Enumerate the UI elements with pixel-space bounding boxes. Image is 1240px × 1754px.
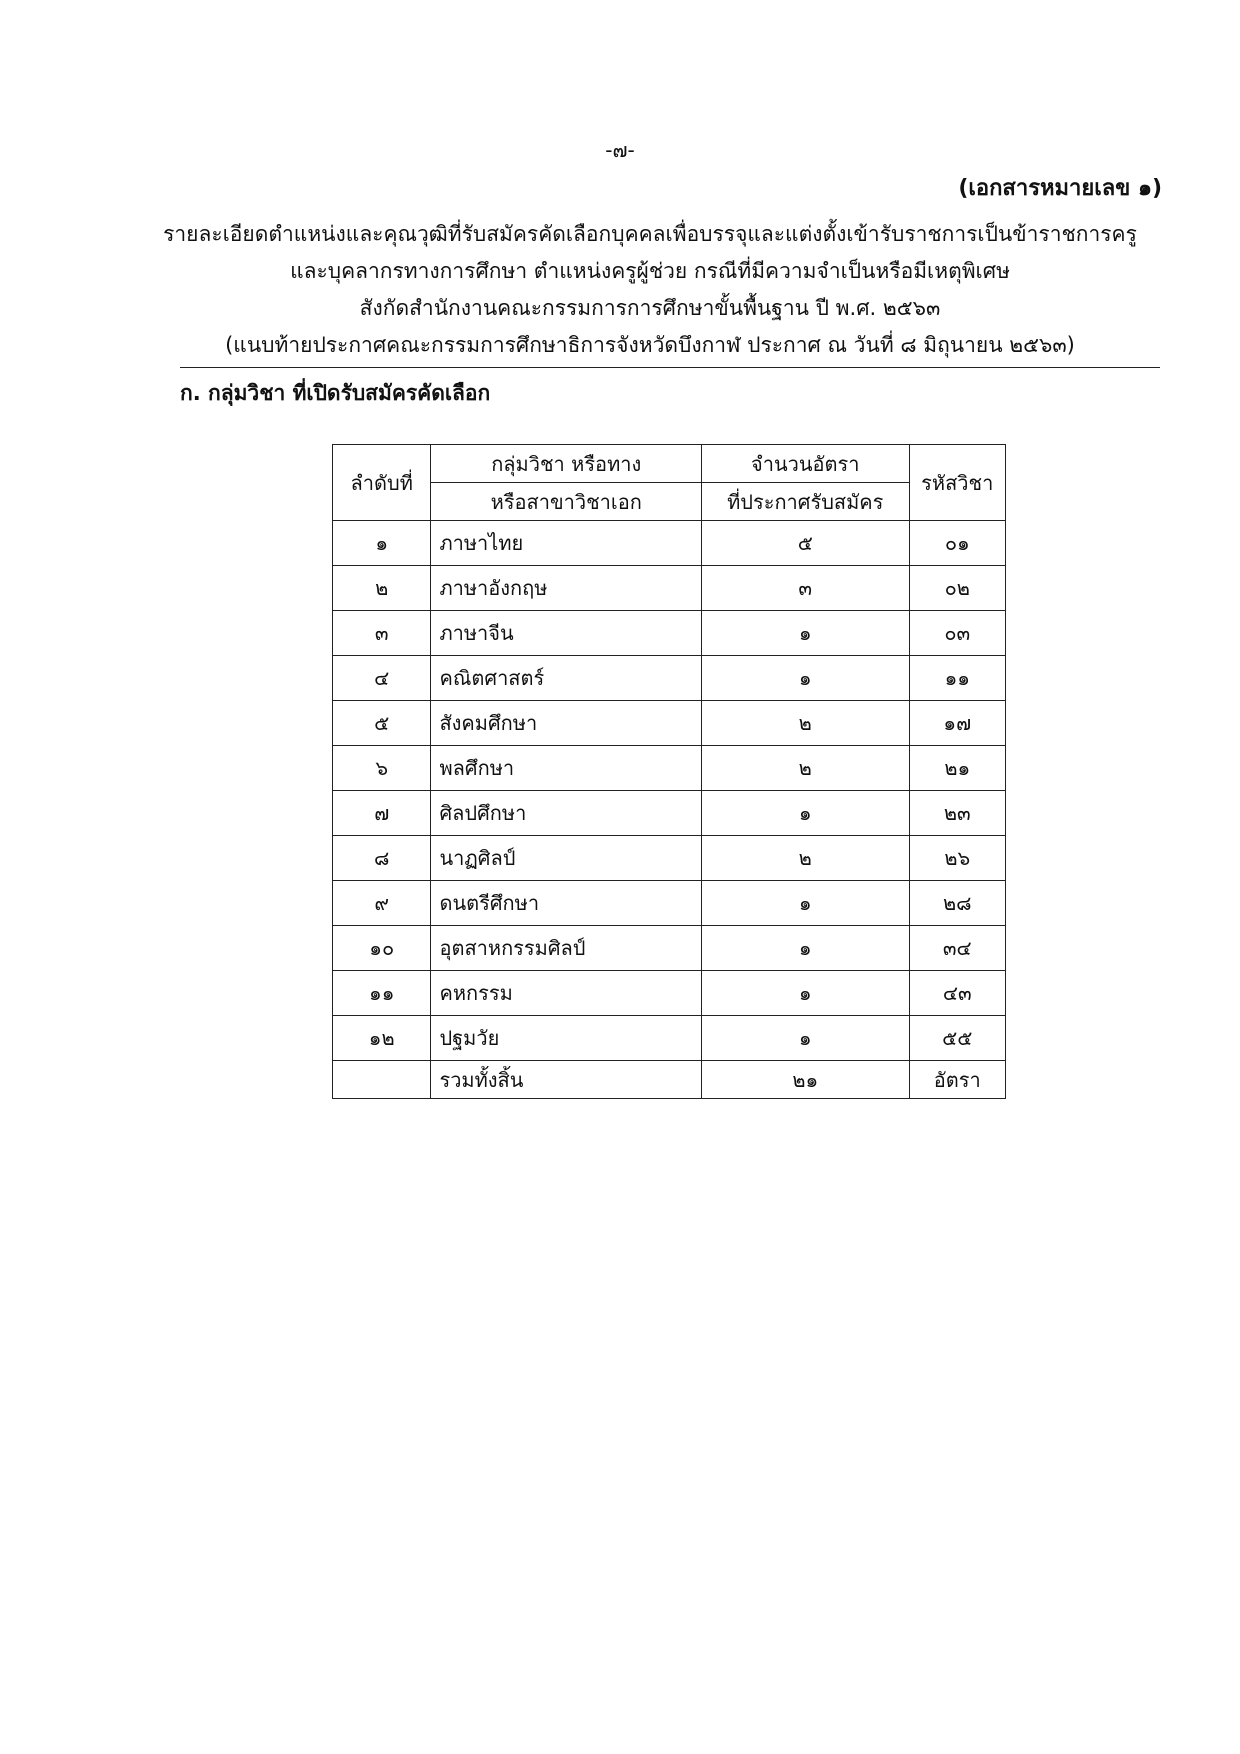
total-label: รวมทั้งสิ้น [431,1061,702,1099]
row-code: ๔๓ [909,971,1005,1016]
table-row [333,971,1006,1016]
title-divider [180,367,1160,368]
header-no: ลำดับที่ [333,445,431,521]
row-no: ๙ [333,881,431,926]
header-subject-top: กลุ่มวิชา หรือทาง [431,445,702,483]
title-line-1: รายละเอียดตำแหน่งและคุณวุฒิที่รับสมัครคัดเลือกบุคคลเพื่อบรรจุและแต่งตั้งเข้ารับราชการเป็นข้าราชการครู [163,222,1137,246]
row-subject: พลศึกษา [431,746,702,791]
header-count-bottom: ที่ประกาศรับสมัคร [702,483,910,521]
row-code: ๒๘ [909,881,1005,926]
row-count: ๑ [702,791,910,836]
row-count: ๑ [702,881,910,926]
row-code: ๐๑ [909,521,1005,566]
positions-table [332,444,1006,1099]
table-header-row [333,445,1006,483]
table-row [333,566,1006,611]
row-code: ๒๓ [909,791,1005,836]
row-count: ๒ [702,836,910,881]
row-count: ๑ [702,1016,910,1061]
total-unit: อัตรา [909,1061,1005,1099]
header-code: รหัสวิชา [909,445,1005,521]
row-code: ๐๒ [909,566,1005,611]
row-subject: ปฐมวัย [431,1016,702,1061]
table-row [333,836,1006,881]
table-header-row [333,483,1006,521]
table-row [333,656,1006,701]
row-count: ๑ [702,926,910,971]
total-count: ๒๑ [702,1061,910,1099]
row-code: ๕๕ [909,1016,1005,1061]
row-code: ๑๑ [909,656,1005,701]
row-no: ๗ [333,791,431,836]
table-row [333,521,1006,566]
page-number: -๗- [605,138,635,162]
row-code: ๑๗ [909,701,1005,746]
row-subject: ดนตรีศึกษา [431,881,702,926]
row-count: ๕ [702,521,910,566]
row-code: ๒๑ [909,746,1005,791]
title-line-2: และบุคลากรทางการศึกษา ตำแหน่งครูผู้ช่วย กรณีที่มีความจำเป็นหรือมีเหตุพิเศษ [290,259,1010,283]
header-subject-bottom: หรือสาขาวิชาเอก [431,483,702,521]
row-subject: ศิลปศึกษา [431,791,702,836]
row-no: ๖ [333,746,431,791]
row-no: ๔ [333,656,431,701]
title-line-4: (แนบท้ายประกาศคณะกรรมการศึกษาธิการจังหวัดบึงกาฬ ประกาศ ณ วันที่ ๘ มิถุนายน ๒๕๖๓) [225,333,1075,357]
row-count: ๒ [702,746,910,791]
row-count: ๑ [702,971,910,1016]
row-no: ๑ [333,521,431,566]
row-no: ๕ [333,701,431,746]
header-count-top: จำนวนอัตรา [702,445,910,483]
row-code: ๐๓ [909,611,1005,656]
row-subject: อุตสาหกรรมศิลป์ [431,926,702,971]
row-no: ๒ [333,566,431,611]
row-no: ๑๐ [333,926,431,971]
table-row [333,701,1006,746]
document-title [150,216,1150,364]
row-code: ๒๖ [909,836,1005,881]
row-subject: คหกรรม [431,971,702,1016]
row-count: ๑ [702,656,910,701]
total-row [333,1061,1006,1099]
row-code: ๓๔ [909,926,1005,971]
row-count: ๓ [702,566,910,611]
row-subject: คณิตศาสตร์ [431,656,702,701]
row-count: ๑ [702,611,910,656]
table-row [333,1016,1006,1061]
row-subject: นาฏศิลป์ [431,836,702,881]
row-count: ๒ [702,701,910,746]
row-subject: ภาษาอังกฤษ [431,566,702,611]
table-row [333,611,1006,656]
row-no: ๑๑ [333,971,431,1016]
table-row [333,926,1006,971]
row-no: ๓ [333,611,431,656]
table-row [333,746,1006,791]
total-blank-cell [333,1061,431,1099]
row-subject: ภาษาไทย [431,521,702,566]
row-subject: สังคมศึกษา [431,701,702,746]
row-subject: ภาษาจีน [431,611,702,656]
section-title: ก. กลุ่มวิชา ที่เปิดรับสมัครคัดเลือก [180,381,491,405]
table-row [333,881,1006,926]
title-line-3: สังกัดสำนักงานคณะกรรมการการศึกษาขั้นพื้นฐาน ปี พ.ศ. ๒๕๖๓ [359,296,941,320]
table-row [333,791,1006,836]
row-no: ๘ [333,836,431,881]
document-reference: (เอกสารหมายเลข ๑) [958,176,1162,201]
row-no: ๑๒ [333,1016,431,1061]
